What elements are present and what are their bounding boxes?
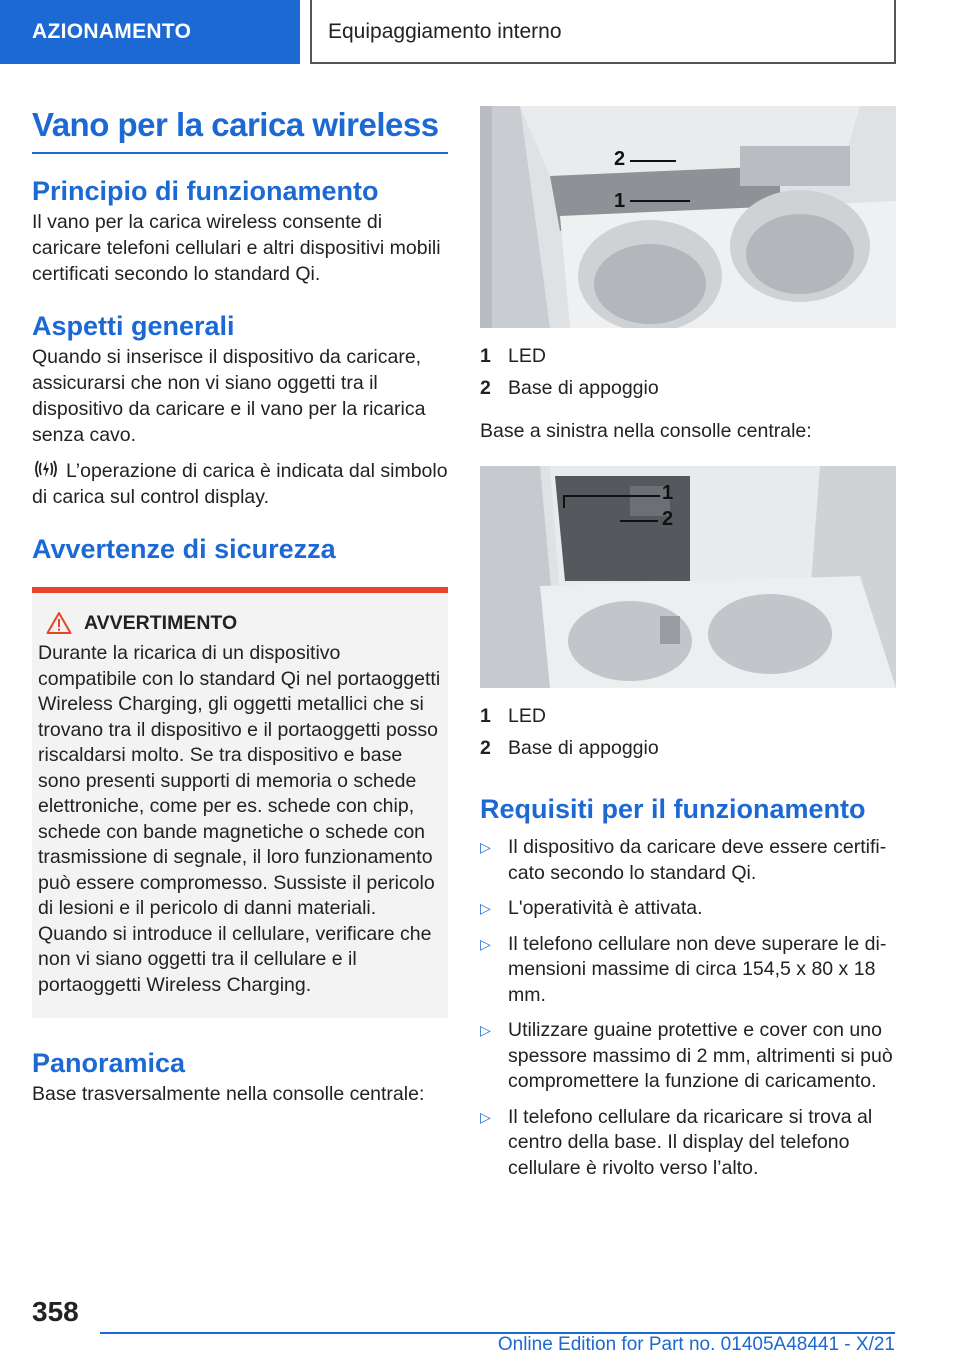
- section-tab: AZIONAMENTO: [0, 0, 300, 64]
- warning-title-row: [38, 611, 442, 635]
- page-title: Vano per la carica wireless: [32, 100, 448, 154]
- list-item: ▷ L'operatività è attivata.: [480, 896, 896, 922]
- figure1-legend: [480, 340, 896, 404]
- console-illustration-2: [480, 466, 896, 688]
- overview-section: [32, 1048, 448, 1107]
- list-item: ▷ Utilizzare guaine protettive e cover con uno spessore massimo di 2 mm, altrimenti si può compromettere la funzione di caricamento.: [480, 1018, 896, 1095]
- page-number: 358: [32, 1296, 79, 1327]
- edition-footer: Online Edition for Part no. 01405A48441 - X/21: [497, 1334, 895, 1355]
- callout-2: 2: [614, 148, 626, 170]
- legend-row: 1 LED: [480, 705, 546, 727]
- general-text: Quando si inserisce il dispositivo da caricare, assicurarsi che non vi siano oggetti tra il dispositivo da caricare e il vano per la ricarica senza cavo.: [32, 346, 426, 446]
- requirements-heading: Requisiti per il funzionamento: [480, 794, 866, 824]
- legend-row: 1 LED: [480, 345, 546, 367]
- warning-triangle-icon: [46, 611, 72, 635]
- triangle-bullet-icon: ▷: [480, 1022, 491, 1038]
- principle-section: [32, 176, 448, 287]
- warning-box: [32, 587, 448, 1018]
- requirements-list: [480, 835, 896, 1181]
- right-column: [480, 100, 896, 1191]
- triangle-bullet-icon: ▷: [480, 839, 491, 855]
- principle-text: Il vano per la carica wireless consente di caricare telefoni cellulari e altri dispositivi mobili certificati secondo lo standard Qi.: [32, 211, 441, 285]
- warning-title: AVVERTIMENTO: [84, 611, 238, 634]
- callout-1: 1: [614, 190, 626, 212]
- callout-2: 2: [662, 508, 674, 530]
- requirements-section: [480, 794, 896, 1181]
- legend-row: 2 Base di appoggio: [480, 737, 659, 759]
- overview-text: Base trasversalmente nella consolle centrale:: [32, 1083, 425, 1105]
- list-item: ▷ Il dispositivo da caricare deve essere certificato secondo lo standard Qi.: [480, 835, 896, 886]
- legend-row: 2 Base di appoggio: [480, 377, 659, 399]
- console-photo-transverse: [480, 106, 896, 328]
- charging-symbol-icon: [32, 458, 60, 480]
- general-symbol-paragraph: [32, 458, 448, 510]
- safety-heading: Avvertenze di sicurezza: [32, 534, 336, 564]
- console-photo-left: [480, 466, 896, 688]
- warning-text: Durante la ricarica di un dispositivo compatibile con lo standard Qi nel portaoggetti Wireless Charging, gli oggetti metallici che si trovano tra il dispositivo e il portaoggetti posso riscaldarsi molto. Se tra dispositivo e base sono presenti supporti di memoria o schede elettroniche, come per es. schede con chip, schede con bande magnetiche o schede con trasmissione di segnale, il loro funzionamento può essere compromesso. Sussiste il pericolo di lesioni e il pericolo di danni materiali. Quando si introduce il cellulare, verificare che non vi siano oggetti tra il cellulare e il portaoggetti Wireless Charging.: [38, 642, 441, 996]
- callout-1: 1: [662, 482, 674, 504]
- list-item: ▷ Il telefono cellulare da ricaricare si trova al centro della base. Il display del telefono cellulare è rivolto verso l’alto.: [480, 1105, 896, 1182]
- general-heading: Aspetti generali: [32, 311, 235, 341]
- triangle-bullet-icon: ▷: [480, 1108, 491, 1125]
- general-symbol-text: L’operazione di carica è indicata dal simbolo di carica sul control display.: [32, 460, 448, 508]
- figure2-legend: [480, 700, 896, 764]
- safety-section: [32, 534, 448, 1018]
- triangle-bullet-icon: ▷: [480, 900, 491, 916]
- console-illustration-1: [480, 106, 896, 328]
- overview-heading: Panoramica: [32, 1048, 186, 1078]
- chapter-title: Equipaggiamento interno: [310, 0, 896, 64]
- general-section: [32, 311, 448, 510]
- triangle-bullet-icon: ▷: [480, 935, 491, 952]
- list-item: ▷ Il telefono cellulare non deve superare le dimensioni massime di circa 154,5 x 80 x 18 mm.: [480, 932, 896, 1009]
- principle-heading: Principio di funzionamento: [32, 176, 379, 206]
- left-column: [32, 100, 448, 1107]
- left-base-text: Base a sinistra nella consolle centrale:: [480, 420, 812, 442]
